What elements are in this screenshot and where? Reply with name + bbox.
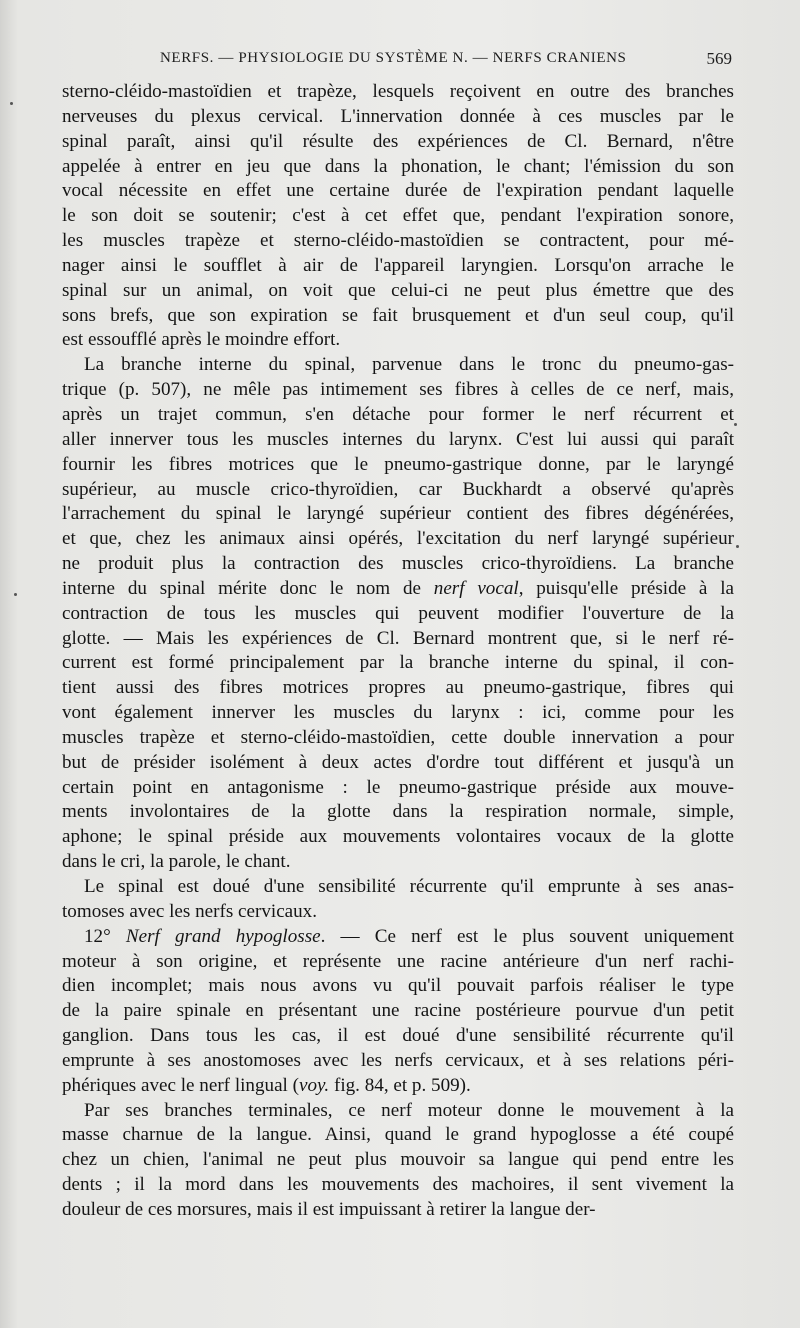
- text-line: muscles trapèze et sterno-cléido-mastoïdien, cette double innervation a pour: [62, 726, 734, 748]
- text-line: aphone; le spinal préside aux mouvements volontaires vocaux de la glotte: [62, 826, 734, 848]
- text-line: ments involontaires de la glotte dans la respiration normale, simple,: [62, 801, 734, 823]
- text-line: emprunte à ses anostomoses avec les nerfs cervicaux, et à ses relations péri-: [62, 1049, 734, 1071]
- margin-speck: [734, 423, 737, 426]
- text-line: et que, chez les animaux ainsi opérés, l'excitation du nerf laryngé supérieur: [62, 528, 734, 550]
- text-line: les muscles trapèze et sterno-cléido-mastoïdien se contractent, pour mé-: [62, 230, 734, 252]
- text-line: La branche interne du spinal, parvenue dans le tronc du pneumo-gas-: [84, 354, 734, 376]
- page-number: 569: [706, 49, 732, 68]
- text-line: tomoses avec les nerfs cervicaux.: [62, 900, 318, 922]
- running-head: NERFS. — PHYSIOLOGIE DU SYSTÈME N. — NERFS CRANIENS: [160, 50, 627, 66]
- paragraph: [62, 925, 734, 1099]
- text-line: de la paire spinale en présentant une racine postérieure pourvue d'un petit: [62, 1000, 734, 1022]
- text-line: le son doit se soutenir; c'est à cet effet que, pendant l'expiration sonore,: [62, 205, 734, 227]
- text-line: l'arrachement du spinal le laryngé supérieur contient des fibres dégénérées,: [62, 503, 734, 525]
- text-line: spinal paraît, ainsi qu'il résulte des expériences de Cl. Bernard, n'être: [62, 130, 734, 152]
- text-line: phériques avec le nerf lingual (voy. fig. 84, et p. 509).: [62, 1074, 471, 1096]
- text-line: moteur à son origine, et représente une racine antérieure d'un nerf rachi-: [62, 950, 734, 972]
- text-line: douleur de ces morsures, mais il est impuissant à retirer la langue der-: [62, 1198, 596, 1220]
- text-line: nager ainsi le soufflet à air de l'appareil laryngien. Lorsqu'on arrache le: [62, 254, 734, 276]
- text-line: but de présider isolément à deux actes d'ordre tout différent et jusqu'à un: [62, 751, 734, 773]
- text-line: dien incomplet; mais nous avons vu qu'il pouvait parfois réaliser le type: [62, 975, 734, 997]
- page-header: [62, 50, 734, 72]
- text-line: ganglion. Dans tous les cas, il est doué d'une sensibilité récurrente qu'il: [62, 1025, 734, 1047]
- text-line: sterno-cléido-mastoïdien et trapèze, lesquels reçoivent en outre des branches: [62, 81, 734, 102]
- text-line: nerveuses du plexus cervical. L'innervation donnée à ces muscles par le: [62, 105, 734, 127]
- text-line: 12° Nerf grand hypoglosse. — Ce nerf est le plus souvent uniquement: [84, 925, 734, 947]
- text-line: appelée à entrer en jeu que dans la phonation, le chant; l'émission du son: [62, 155, 734, 177]
- text-line: glotte. — Mais les expériences de Cl. Bernard montrent que, si le nerf ré-: [62, 627, 734, 649]
- text-line: fournir les fibres motrices que le pneumo-gastrique donne, par le laryngé: [62, 453, 734, 475]
- text-line: chez un chien, l'animal ne peut plus mouvoir sa langue qui pend entre les: [62, 1149, 734, 1171]
- text-line: dents ; il la mord dans les mouvements des machoires, il sent vivement la: [62, 1174, 734, 1196]
- text-line: trique (p. 507), ne mêle pas intimement ses fibres à celles de ce nerf, mais,: [62, 379, 734, 401]
- paragraph: [62, 1099, 734, 1223]
- text-line: est essoufflé après le moindre effort.: [62, 329, 341, 351]
- text-line: ne produit plus la contraction des muscles crico-thyroïdiens. La branche: [62, 553, 734, 575]
- text-line: Par ses branches terminales, ce nerf moteur donne le mouvement à la: [84, 1099, 734, 1121]
- paragraph: [62, 80, 734, 353]
- margin-speck: [10, 102, 13, 105]
- text-line: masse charnue de la langue. Ainsi, quand le grand hypoglosse a été coupé: [62, 1124, 734, 1146]
- margin-speck: [14, 593, 17, 596]
- text-line: current est formé principalement par la branche interne du spinal, il con-: [62, 652, 734, 674]
- text-line: dans le cri, la parole, le chant.: [62, 851, 291, 873]
- paragraph: [62, 353, 734, 875]
- text-line: interne du spinal mérite donc le nom de nerf vocal, puisqu'elle préside à la: [62, 577, 734, 599]
- text-line: supérieur, au muscle crico-thyroïdien, car Buckhardt a observé qu'après: [62, 478, 734, 500]
- text-line: tient aussi des fibres motrices propres au pneumo-gastrique, fibres qui: [62, 677, 734, 699]
- text-line: vont également innerver les muscles du larynx : ici, comme pour les: [62, 702, 734, 724]
- text-line: vocal nécessite en effet une certaine durée de l'expiration pendant laquelle: [62, 180, 734, 202]
- text-line: Le spinal est doué d'une sensibilité récurrente qu'il emprunte à ses anas-: [84, 876, 734, 897]
- text-line: aller innerver tous les muscles internes du larynx. C'est lui aussi qui paraît: [62, 428, 734, 450]
- text-line: après un trajet commun, s'en détache pour former le nerf récurrent et: [62, 403, 734, 425]
- text-line: certain point en antagonisme : le pneumo-gastrique préside aux mouve-: [62, 776, 734, 798]
- body-text: [62, 80, 734, 1223]
- margin-speck: [736, 545, 739, 548]
- paragraph: [62, 875, 734, 925]
- text-line: spinal sur un animal, on voit que celui-ci ne peut plus émettre que des: [62, 279, 734, 301]
- text-line: contraction de tous les muscles qui peuvent modifier l'ouverture de la: [62, 602, 734, 624]
- text-line: sons brefs, que son expiration se fait brusquement et d'un seul coup, qu'il: [62, 304, 734, 326]
